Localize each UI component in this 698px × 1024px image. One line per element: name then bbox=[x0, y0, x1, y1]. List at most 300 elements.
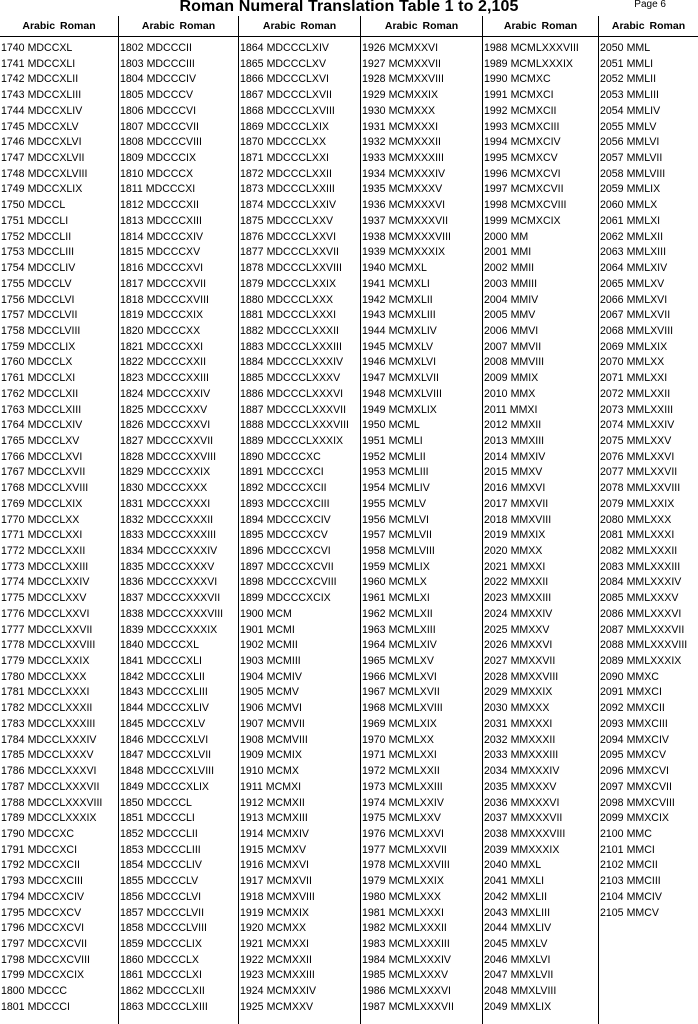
arabic-value: 2083 bbox=[600, 560, 624, 573]
arabic-value: 1863 bbox=[120, 1000, 144, 1013]
table-row bbox=[361, 827, 482, 843]
table-row bbox=[239, 41, 360, 57]
table-row bbox=[483, 371, 598, 387]
arabic-value: 2098 bbox=[600, 796, 624, 809]
roman-value: MMXLIII bbox=[510, 906, 551, 919]
roman-value: MMCIII bbox=[626, 875, 661, 888]
arabic-value: 1816 bbox=[120, 262, 144, 275]
arabic-value: 2018 bbox=[484, 513, 508, 526]
arabic-value: 1963 bbox=[362, 623, 386, 636]
roman-value: MMXCIII bbox=[626, 717, 668, 730]
roman-value: MDCCCLXXXIII bbox=[266, 340, 342, 353]
table-row bbox=[361, 465, 482, 481]
roman-value: MCMLVI bbox=[388, 513, 429, 526]
roman-value: MDCCXCIII bbox=[27, 875, 83, 888]
table-row bbox=[599, 623, 698, 639]
roman-value: MDCCLXXXII bbox=[27, 702, 93, 715]
arabic-value: 2053 bbox=[600, 89, 624, 102]
arabic-value: 2049 bbox=[484, 1000, 508, 1013]
arabic-value: 1822 bbox=[120, 356, 144, 369]
arabic-value: 1949 bbox=[362, 403, 386, 416]
arabic-value: 1796 bbox=[1, 922, 25, 935]
roman-value: MCMLXXXVI bbox=[388, 985, 451, 998]
arabic-value: 2025 bbox=[484, 623, 508, 636]
arabic-value: 1974 bbox=[362, 796, 386, 809]
arabic-value: 2092 bbox=[600, 702, 624, 715]
roman-value: MDCCXLIII bbox=[27, 89, 82, 102]
table-row bbox=[0, 88, 118, 104]
roman-value: MCMLXXV bbox=[388, 812, 441, 825]
table-row bbox=[361, 638, 482, 654]
arabic-value: 1911 bbox=[240, 780, 263, 793]
arabic-value: 2038 bbox=[484, 827, 508, 840]
table-row bbox=[239, 167, 360, 183]
roman-value: MDCCCXXXV bbox=[146, 560, 215, 573]
roman-value: MDCCLXXIX bbox=[27, 655, 90, 668]
arabic-value: 1993 bbox=[484, 120, 508, 133]
table-row bbox=[239, 418, 360, 434]
roman-value: MDCCLXXIV bbox=[27, 576, 90, 589]
table-row bbox=[361, 811, 482, 827]
roman-value: MMXCII bbox=[626, 702, 665, 715]
roman-value: MCMXXXIX bbox=[388, 246, 446, 259]
table-row bbox=[483, 104, 598, 120]
table-row bbox=[119, 748, 238, 764]
arabic-value: 1976 bbox=[362, 827, 386, 840]
roman-value: MDCCCIV bbox=[146, 73, 197, 86]
table-row bbox=[239, 843, 360, 859]
arabic-value: 1847 bbox=[120, 749, 144, 762]
arabic-value: 1832 bbox=[120, 513, 144, 526]
roman-value: MMXLVII bbox=[510, 969, 554, 982]
roman-value: MCMXLI bbox=[388, 277, 430, 290]
roman-value: MMCV bbox=[626, 906, 659, 919]
roman-value: MDCCXLV bbox=[27, 120, 79, 133]
roman-value: MDCCCLVII bbox=[146, 906, 205, 919]
roman-value: MCMXLVII bbox=[388, 372, 440, 385]
arabic-value: 1772 bbox=[1, 545, 25, 557]
arabic-value: 1941 bbox=[362, 277, 386, 290]
table-row bbox=[239, 654, 360, 670]
table-row bbox=[361, 890, 482, 906]
arabic-value: 1765 bbox=[1, 434, 25, 447]
roman-value: MMLXXIII bbox=[626, 403, 674, 416]
arabic-value: 1756 bbox=[1, 293, 25, 306]
arabic-value: 2099 bbox=[600, 812, 624, 825]
table-row bbox=[483, 858, 598, 874]
roman-value: MDCCCLII bbox=[146, 827, 198, 840]
arabic-value: 1879 bbox=[240, 277, 264, 290]
roman-value: MDCCLXI bbox=[27, 372, 76, 385]
arabic-value: 1768 bbox=[1, 482, 25, 495]
table-row bbox=[599, 670, 698, 686]
table-row bbox=[361, 670, 482, 686]
table-row bbox=[119, 623, 238, 639]
table-row bbox=[239, 937, 360, 953]
roman-value: MMLXXXI bbox=[626, 529, 675, 542]
arabic-value: 1888 bbox=[240, 419, 264, 432]
table-row bbox=[483, 591, 598, 607]
table-row bbox=[483, 528, 598, 544]
table-row bbox=[599, 607, 698, 623]
arabic-value: 1839 bbox=[120, 623, 144, 636]
table-row bbox=[599, 717, 698, 733]
arabic-value: 1771 bbox=[1, 529, 25, 542]
arabic-value: 1989 bbox=[484, 57, 508, 70]
arabic-value: 2081 bbox=[600, 529, 624, 542]
arabic-value: 2032 bbox=[484, 733, 508, 746]
roman-value: MDCCXC bbox=[27, 827, 75, 840]
arabic-value: 1880 bbox=[240, 293, 264, 306]
arabic-value: 1869 bbox=[240, 120, 264, 133]
arabic-value: 2035 bbox=[484, 780, 508, 793]
roman-value: MCMXXV bbox=[266, 1000, 314, 1013]
arabic-value: 1793 bbox=[1, 875, 25, 888]
roman-value: MDCCCXXI bbox=[146, 340, 204, 353]
roman-value: MDCCCLX bbox=[146, 953, 199, 966]
table-row bbox=[119, 434, 238, 450]
arabic-value: 1844 bbox=[120, 702, 144, 715]
table-row bbox=[0, 953, 118, 969]
arabic-value: 2054 bbox=[600, 104, 624, 117]
arabic-value: 2091 bbox=[600, 686, 624, 699]
roman-value: MMLVI bbox=[626, 136, 660, 149]
roman-value: MMLXXXIV bbox=[626, 576, 682, 589]
roman-value: MDCCCLXXI bbox=[266, 152, 329, 165]
arabic-value: 1968 bbox=[362, 702, 386, 715]
table-row bbox=[361, 387, 482, 403]
arabic-value: 1922 bbox=[240, 953, 264, 966]
table-row bbox=[119, 670, 238, 686]
table-row bbox=[0, 670, 118, 686]
arabic-value: 1786 bbox=[1, 765, 25, 778]
table-row bbox=[0, 513, 118, 529]
arabic-value: 2089 bbox=[600, 655, 624, 668]
roman-value: MCMLXXIV bbox=[388, 796, 444, 809]
arabic-value: 1815 bbox=[120, 246, 144, 259]
table-row bbox=[119, 41, 238, 57]
roman-value: MCMLXXVII bbox=[388, 843, 447, 856]
arabic-value: 1867 bbox=[240, 89, 264, 102]
arabic-value: 1870 bbox=[240, 136, 264, 149]
column-header bbox=[239, 16, 360, 37]
roman-value: MDCCLXVII bbox=[27, 466, 86, 479]
table-row bbox=[361, 528, 482, 544]
roman-value: MDCCLXIV bbox=[27, 419, 83, 432]
table-row bbox=[0, 355, 118, 371]
table-row bbox=[0, 72, 118, 88]
arabic-value: 2080 bbox=[600, 513, 624, 526]
table-row bbox=[119, 638, 238, 654]
arabic-value: 1823 bbox=[120, 372, 144, 385]
roman-value: MDCCLXXXIX bbox=[27, 812, 97, 825]
header-arabic: Arabic bbox=[503, 20, 537, 32]
header-roman: Roman bbox=[541, 20, 578, 32]
table-row bbox=[119, 57, 238, 73]
roman-value: MCMXLVIII bbox=[388, 387, 442, 400]
table-row bbox=[599, 308, 698, 324]
arabic-value: 1920 bbox=[240, 922, 264, 935]
arabic-value: 1933 bbox=[362, 152, 386, 165]
roman-value: MDCCCLXXXI bbox=[266, 309, 337, 322]
table-row bbox=[599, 764, 698, 780]
table-row bbox=[239, 544, 360, 560]
arabic-value: 1987 bbox=[362, 1000, 386, 1013]
arabic-value: 1817 bbox=[120, 277, 144, 290]
table-row bbox=[239, 560, 360, 576]
roman-value: MDCCCLXXVIII bbox=[266, 262, 342, 275]
table-row bbox=[599, 701, 698, 717]
arabic-value: 2014 bbox=[484, 450, 508, 463]
roman-value: MDCCXLI bbox=[27, 57, 76, 70]
table-row bbox=[239, 874, 360, 890]
roman-value: MMXXXIX bbox=[510, 843, 560, 856]
arabic-value: 2045 bbox=[484, 937, 508, 950]
table-row bbox=[239, 151, 360, 167]
table-row bbox=[599, 780, 698, 796]
arabic-value: 2097 bbox=[600, 780, 624, 793]
roman-value: MMXXXV bbox=[510, 780, 557, 793]
table-row bbox=[239, 780, 360, 796]
table-row bbox=[361, 984, 482, 1000]
arabic-value: 2007 bbox=[484, 340, 508, 353]
table-row bbox=[119, 764, 238, 780]
roman-value: MDCCCXII bbox=[146, 199, 199, 212]
arabic-value: 2087 bbox=[600, 623, 624, 636]
roman-value: MMXCVI bbox=[626, 765, 669, 778]
table-row bbox=[361, 355, 482, 371]
roman-value: MDCCCXCV bbox=[266, 529, 328, 542]
table-row bbox=[599, 88, 698, 104]
table-row bbox=[119, 953, 238, 969]
roman-value: MDCCCXXXVII bbox=[146, 592, 221, 605]
table-row bbox=[119, 890, 238, 906]
table-row bbox=[483, 780, 598, 796]
table-row bbox=[0, 764, 118, 780]
roman-value: MCMXXXIV bbox=[388, 167, 446, 180]
table-row bbox=[599, 72, 698, 88]
arabic-value: 2058 bbox=[600, 167, 624, 180]
arabic-value: 2067 bbox=[600, 309, 624, 322]
table-row bbox=[361, 780, 482, 796]
arabic-value: 1996 bbox=[484, 167, 508, 180]
table-row bbox=[239, 230, 360, 246]
arabic-value: 1812 bbox=[120, 199, 144, 212]
table-row bbox=[239, 575, 360, 591]
arabic-value: 1932 bbox=[362, 136, 386, 149]
roman-value: MDCCCLXXVI bbox=[266, 230, 337, 243]
roman-value: MCMIII bbox=[266, 655, 301, 668]
roman-value: MCMXLIII bbox=[388, 309, 436, 322]
table-row bbox=[0, 387, 118, 403]
roman-value: MDCCLXXXIII bbox=[27, 717, 96, 730]
roman-value: MDCCLXXXI bbox=[27, 686, 90, 699]
table-row bbox=[599, 340, 698, 356]
roman-value: MMLXXXII bbox=[626, 545, 678, 557]
roman-value: MMXXXVII bbox=[510, 812, 563, 825]
roman-value: MCMLXXVIII bbox=[388, 859, 450, 872]
arabic-value: 1789 bbox=[1, 812, 25, 825]
table-row bbox=[0, 874, 118, 890]
roman-value: MDCCCXCI bbox=[266, 466, 324, 479]
roman-value: MCMXCIII bbox=[510, 120, 560, 133]
arabic-value: 2074 bbox=[600, 419, 624, 432]
arabic-value: 1750 bbox=[1, 199, 25, 212]
table-row bbox=[599, 748, 698, 764]
roman-value: MDCCLXV bbox=[27, 434, 80, 447]
arabic-value: 2000 bbox=[484, 230, 508, 243]
arabic-value: 1806 bbox=[120, 104, 144, 117]
table-row bbox=[119, 308, 238, 324]
arabic-value: 2062 bbox=[600, 230, 624, 243]
arabic-value: 1970 bbox=[362, 733, 386, 746]
arabic-value: 1845 bbox=[120, 717, 144, 730]
roman-value: MDCCCLVIII bbox=[146, 922, 208, 935]
roman-value: MCMXVI bbox=[266, 859, 309, 872]
table-row bbox=[239, 1000, 360, 1016]
arabic-value: 1804 bbox=[120, 73, 144, 86]
roman-value: MMLXXVIII bbox=[626, 482, 681, 495]
arabic-value: 1802 bbox=[120, 42, 144, 54]
table-row bbox=[361, 41, 482, 57]
roman-value: MMXXV bbox=[510, 623, 550, 636]
roman-value: MDCCLXXI bbox=[27, 529, 83, 542]
roman-value: MCMLXXII bbox=[388, 765, 440, 778]
roman-value: MMCIV bbox=[626, 890, 662, 903]
roman-value: MDCCCXV bbox=[146, 246, 201, 259]
arabic-value: 2013 bbox=[484, 434, 508, 447]
roman-value: MDCCCLXXIII bbox=[266, 183, 335, 196]
arabic-value: 1819 bbox=[120, 309, 144, 322]
table-row bbox=[239, 324, 360, 340]
table-row bbox=[361, 968, 482, 984]
table-row bbox=[599, 591, 698, 607]
table-row bbox=[239, 481, 360, 497]
arabic-value: 1953 bbox=[362, 466, 386, 479]
table-row bbox=[361, 72, 482, 88]
table-row bbox=[483, 277, 598, 293]
roman-value: MDCCCXCIV bbox=[266, 513, 331, 526]
roman-value: MDCCCXLIV bbox=[146, 702, 209, 715]
arabic-value: 1829 bbox=[120, 466, 144, 479]
table-row bbox=[599, 355, 698, 371]
arabic-value: 1940 bbox=[362, 262, 386, 275]
arabic-value: 1951 bbox=[362, 434, 386, 447]
table-row bbox=[483, 764, 598, 780]
table-row bbox=[0, 497, 118, 513]
table-column bbox=[238, 16, 360, 1024]
table-row bbox=[239, 371, 360, 387]
roman-value: MMLXV bbox=[626, 277, 665, 290]
roman-value: MMLVIII bbox=[626, 167, 666, 180]
roman-value: MMLXIX bbox=[626, 340, 668, 353]
roman-value: MCMXXXV bbox=[388, 183, 443, 196]
arabic-value: 2028 bbox=[484, 670, 508, 683]
arabic-value: 1884 bbox=[240, 356, 264, 369]
arabic-value: 2015 bbox=[484, 466, 508, 479]
arabic-value: 2063 bbox=[600, 246, 624, 259]
roman-value: MCMLXII bbox=[388, 607, 433, 620]
roman-value: MCMLXXI bbox=[388, 749, 437, 762]
arabic-value: 1778 bbox=[1, 639, 25, 652]
arabic-value: 2100 bbox=[600, 827, 624, 840]
arabic-value: 1913 bbox=[240, 812, 264, 825]
table-row bbox=[0, 261, 118, 277]
table-row bbox=[0, 811, 118, 827]
entry-list bbox=[483, 37, 598, 1016]
table-row bbox=[0, 324, 118, 340]
arabic-value: 1978 bbox=[362, 859, 386, 872]
arabic-value: 1960 bbox=[362, 576, 386, 589]
roman-value: MMLIII bbox=[626, 89, 659, 102]
roman-value: MDCCLXII bbox=[27, 387, 79, 400]
roman-value: MDCCLXXIII bbox=[27, 560, 89, 573]
arabic-value: 1831 bbox=[120, 497, 144, 510]
roman-value: MMCI bbox=[626, 843, 655, 856]
roman-value: MCMXXX bbox=[388, 104, 436, 117]
arabic-value: 2029 bbox=[484, 686, 508, 699]
arabic-value: 1895 bbox=[240, 529, 264, 542]
arabic-value: 1754 bbox=[1, 262, 25, 275]
table-row bbox=[239, 340, 360, 356]
arabic-value: 1757 bbox=[1, 309, 25, 322]
roman-value: MDCCLXXVIII bbox=[27, 639, 96, 652]
arabic-value: 2105 bbox=[600, 906, 624, 919]
table-row bbox=[0, 623, 118, 639]
arabic-value: 1758 bbox=[1, 324, 25, 337]
roman-value: MDCCCXCIII bbox=[266, 497, 330, 510]
roman-value: MDCCCLXXVII bbox=[266, 246, 339, 259]
table-row bbox=[239, 670, 360, 686]
column-header bbox=[599, 16, 698, 37]
table-row bbox=[0, 921, 118, 937]
table-row bbox=[119, 654, 238, 670]
arabic-value: 1890 bbox=[240, 450, 264, 463]
roman-value: MCMXIII bbox=[266, 812, 308, 825]
roman-value: MMXXX bbox=[510, 702, 550, 715]
roman-value: MMLXVI bbox=[626, 293, 668, 306]
arabic-value: 1746 bbox=[1, 136, 25, 149]
arabic-value: 1929 bbox=[362, 89, 386, 102]
arabic-value: 2043 bbox=[484, 906, 508, 919]
table-row bbox=[483, 324, 598, 340]
table-row bbox=[483, 544, 598, 560]
arabic-value: 1972 bbox=[362, 765, 386, 778]
arabic-value: 2060 bbox=[600, 199, 624, 212]
roman-value: MDCCLIII bbox=[27, 246, 75, 259]
table-row bbox=[239, 623, 360, 639]
table-row bbox=[119, 701, 238, 717]
arabic-value: 1791 bbox=[1, 843, 25, 856]
arabic-value: 1934 bbox=[362, 167, 386, 180]
arabic-value: 2093 bbox=[600, 717, 624, 730]
arabic-value: 2102 bbox=[600, 859, 624, 872]
roman-value: MDCCLXVI bbox=[27, 450, 83, 463]
arabic-value: 2033 bbox=[484, 749, 508, 762]
table-row bbox=[599, 57, 698, 73]
arabic-value: 1878 bbox=[240, 262, 264, 275]
table-row bbox=[483, 403, 598, 419]
arabic-value: 1927 bbox=[362, 57, 386, 70]
table-row bbox=[361, 340, 482, 356]
arabic-value: 1807 bbox=[120, 120, 144, 133]
roman-value: MMLXXXIII bbox=[626, 560, 681, 573]
table-row bbox=[239, 953, 360, 969]
table-row bbox=[361, 575, 482, 591]
table-row bbox=[0, 198, 118, 214]
table-row bbox=[361, 104, 482, 120]
roman-value: MDCCLXXV bbox=[27, 592, 87, 605]
